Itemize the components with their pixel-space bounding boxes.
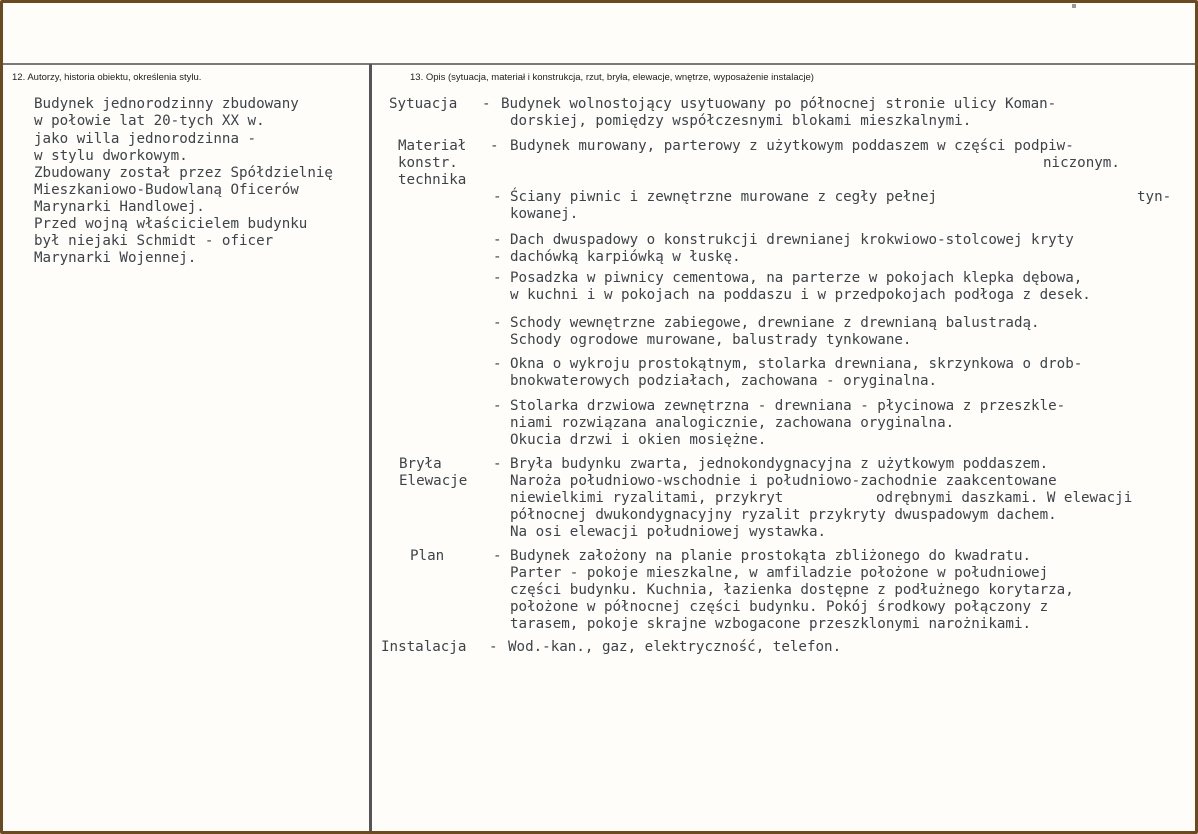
- desc-line: Okucia drzwi i okien mosiężne.: [510, 432, 767, 448]
- desc-line: w kuchni i w pokojach na poddaszu i w przedpokojach podłoga z desek.: [510, 287, 1091, 303]
- bullet-dash: -: [493, 270, 502, 286]
- desc-line: Schody ogrodowe murowane, balustrady tynkowane.: [510, 332, 912, 348]
- bullet-dash: -: [493, 356, 502, 372]
- history-line: w stylu dworkowym.: [34, 148, 188, 164]
- desc-line: Budynek murowany, parterowy z użytkowym poddaszem w części podpiw-: [510, 138, 1074, 154]
- bullet-dash: -: [493, 548, 502, 564]
- desc-line: części budynku. Kuchnia, łazienka dostępne z podłużnego korytarza,: [510, 582, 1074, 598]
- desc-line: odrębnymi daszkami. W elewacji: [876, 490, 1133, 506]
- desc-line: Ściany piwnic i zewnętrzne murowane z cegły pełnej: [510, 189, 938, 205]
- desc-line: Wod.-kan., gaz, elektryczność, telefon.: [508, 639, 842, 655]
- label-material: Materiał: [398, 138, 467, 154]
- label-instalacja: Instalacja: [381, 639, 467, 655]
- desc-line: Parter - pokoje mieszkalne, w amfiladzie położone w południowej: [510, 565, 1049, 581]
- header-divider: [3, 63, 1195, 65]
- desc-line: Okna o wykroju prostokątnym, stolarka drewniana, skrzynkowa o drob-: [510, 356, 1083, 372]
- desc-line: położone w północnej części budynku. Pokój środkowy połączony z: [510, 599, 1049, 615]
- desc-line: niami rozwiązana analogicznie, zachowana oryginalna.: [510, 415, 955, 431]
- column-divider: [369, 64, 372, 831]
- desc-line: Stolarka drzwiowa zewnętrzna - drewniana - płycinowa z przeszkle-: [510, 398, 1066, 414]
- desc-line: dachówką karpiówką w łuskę.: [510, 249, 741, 265]
- desc-line: północnej dwukondygnacyjny ryzalit przykryty dwuspadowym dachem.: [510, 507, 1057, 523]
- desc-line: bnokwaterowych podziałach, zachowana - oryginalna.: [510, 373, 938, 389]
- history-line: Marynarki Handlowej.: [34, 199, 205, 215]
- desc-line: Budynek założony na planie prostokąta zbliżonego do kwadratu.: [510, 548, 1032, 564]
- history-line: w połowie lat 20-tych XX w.: [34, 113, 265, 129]
- history-line: Zbudowany został przez Spółdzielnię: [34, 165, 333, 181]
- desc-line: Budynek wolnostojący usytuowany po północnej stronie ulicy Koman-: [501, 96, 1057, 112]
- desc-line: kowanej.: [510, 206, 579, 222]
- bullet-dash: -: [482, 96, 491, 112]
- desc-line: dorskiej, pomiędzy współczesnymi blokami mieszkalnymi.: [510, 113, 972, 129]
- desc-line: Dach dwuspadowy o konstrukcji drewnianej krokwiowo-stolcowej kryty: [510, 232, 1074, 248]
- bullet-dash: -: [493, 249, 502, 265]
- section-13-header: 13. Opis (sytuacja, materiał i konstrukcja, rzut, bryła, elewacje, wnętrze, wyposażenie instalacje): [410, 72, 814, 83]
- label-elewacje: Elewacje: [399, 473, 468, 489]
- history-line: Budynek jednorodzinny zbudowany: [34, 96, 299, 112]
- bullet-dash: -: [493, 398, 502, 414]
- bullet-dash: -: [493, 232, 502, 248]
- history-line: Przed wojną właścicielem budynku: [34, 216, 308, 232]
- paper-speck: [1072, 4, 1076, 8]
- label-technika: technika: [398, 172, 467, 188]
- desc-line: niewielkimi ryzalitami, przykryt: [510, 490, 784, 506]
- bullet-dash: -: [493, 189, 502, 205]
- label-konstr: konstr.: [398, 155, 458, 171]
- bullet-dash: -: [490, 138, 499, 154]
- desc-line: niczonym.: [1043, 155, 1120, 171]
- desc-line: Posadzka w piwnicy cementowa, na parterze w pokojach klepka dębowa,: [510, 270, 1083, 286]
- history-line: był niejaki Schmidt - oficer: [34, 233, 274, 249]
- bullet-dash: -: [489, 639, 498, 655]
- history-line: jako willa jednorodzinna -: [34, 131, 257, 147]
- desc-line: tarasem, pokoje skrajne wzbogacone przeszklonymi narożnikami.: [510, 616, 1032, 632]
- history-line: Marynarki Wojennej.: [34, 250, 197, 266]
- bullet-dash: -: [493, 315, 502, 331]
- label-bryla: Bryła: [399, 456, 442, 472]
- section-12-header: 12. Autorzy, historia obiektu, określenia stylu.: [12, 72, 202, 83]
- bullet-dash: -: [493, 456, 502, 472]
- label-sytuacja: Sytuacja: [389, 96, 458, 112]
- history-line: Mieszkaniowo-Budowlaną Oficerów: [34, 182, 299, 198]
- label-plan: Plan: [410, 548, 445, 564]
- desc-line: Na osi elewacji południowej wystawka.: [510, 524, 827, 540]
- desc-line: Naroża południowo-wschodnie i południowo-zachodnie zaakcentowane: [510, 473, 1057, 489]
- desc-line: Bryła budynku zwarta, jednokondygnacyjna z użytkowym poddaszem.: [510, 456, 1049, 472]
- desc-line: Schody wewnętrzne zabiegowe, drewniane z drewnianą balustradą.: [510, 315, 1040, 331]
- desc-line: tyn-: [1137, 189, 1172, 205]
